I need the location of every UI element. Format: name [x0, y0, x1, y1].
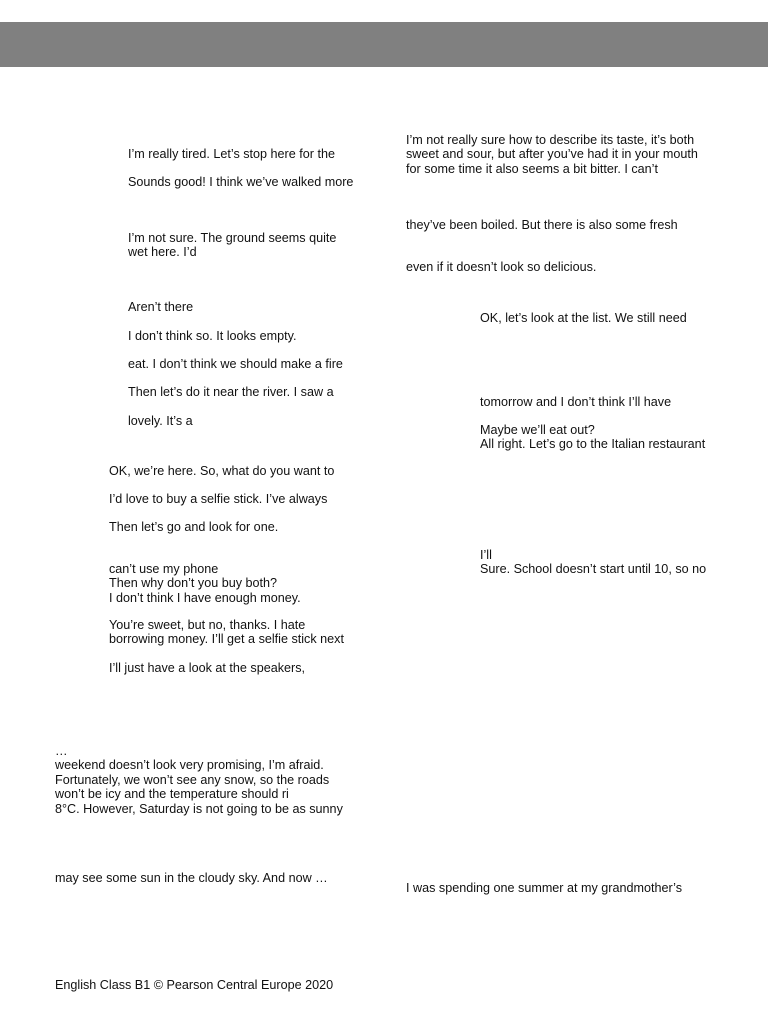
weather-paragraph: … weekend doesn’t look very promising, I’m afraid. Fortunately, we won’t see any snow, so the roads won’t be icy and the temperature should ri 8°C. However, Saturday is not going to be as sunny [55, 744, 343, 816]
dialogue-a-line: I’m not sure. The ground seems quite wet here. I’d [128, 231, 337, 260]
dialogue-c-line: I’ll Sure. School doesn’t start until 10, so no [480, 548, 707, 577]
page-header-band [0, 22, 768, 67]
dialogue-a-line: I’m really tired. Let’s stop here for the [128, 147, 335, 161]
story-paragraph: I was spending one summer at my grandmother’s [406, 881, 683, 895]
dialogue-a-line: eat. I don’t think we should make a fire [128, 357, 343, 371]
dialogue-a-line: Aren’t there [128, 300, 194, 314]
dialogue-b-line: I’d love to buy a selfie stick. I’ve always [109, 492, 328, 506]
dialogue-b-line: You’re sweet, but no, thanks. I hate borrowing money. I’ll get a selfie stick next [109, 618, 344, 647]
dialogue-c-line: OK, let’s look at the list. We still need [480, 311, 687, 325]
dialogue-c-line: Maybe we’ll eat out? All right. Let’s go to the Italian restaurant [480, 423, 706, 452]
dialogue-a-line: I don’t think so. It looks empty. [128, 329, 297, 343]
dialogue-c-line: tomorrow and I don’t think I’ll have [480, 395, 672, 409]
dialogue-a-line: Sounds good! I think we’ve walked more [128, 175, 354, 189]
dialogue-b-line: I’ll just have a look at the speakers, [109, 661, 306, 675]
description-paragraph: they’ve been boiled. But there is also some fresh [406, 218, 678, 232]
description-paragraph: I’m not really sure how to describe its taste, it’s both sweet and sour, but after you’ve had it in your mouth for some time it also seems a bit bitter. I can’t [406, 133, 698, 176]
dialogue-b-line: can’t use my phone Then why don’t you buy both? I don’t think I have enough money. [109, 562, 301, 605]
description-paragraph: even if it doesn’t look so delicious. [406, 260, 597, 274]
dialogue-a-line: Then let’s do it near the river. I saw a [128, 385, 334, 399]
dialogue-b-line: OK, we’re here. So, what do you want to [109, 464, 335, 478]
page-footer: English Class B1 © Pearson Central Europe 2020 [55, 978, 334, 992]
dialogue-b-line: Then let’s go and look for one. [109, 520, 279, 534]
weather-paragraph: may see some sun in the cloudy sky. And now … [55, 871, 328, 885]
dialogue-a-line: lovely. It’s a [128, 414, 193, 428]
